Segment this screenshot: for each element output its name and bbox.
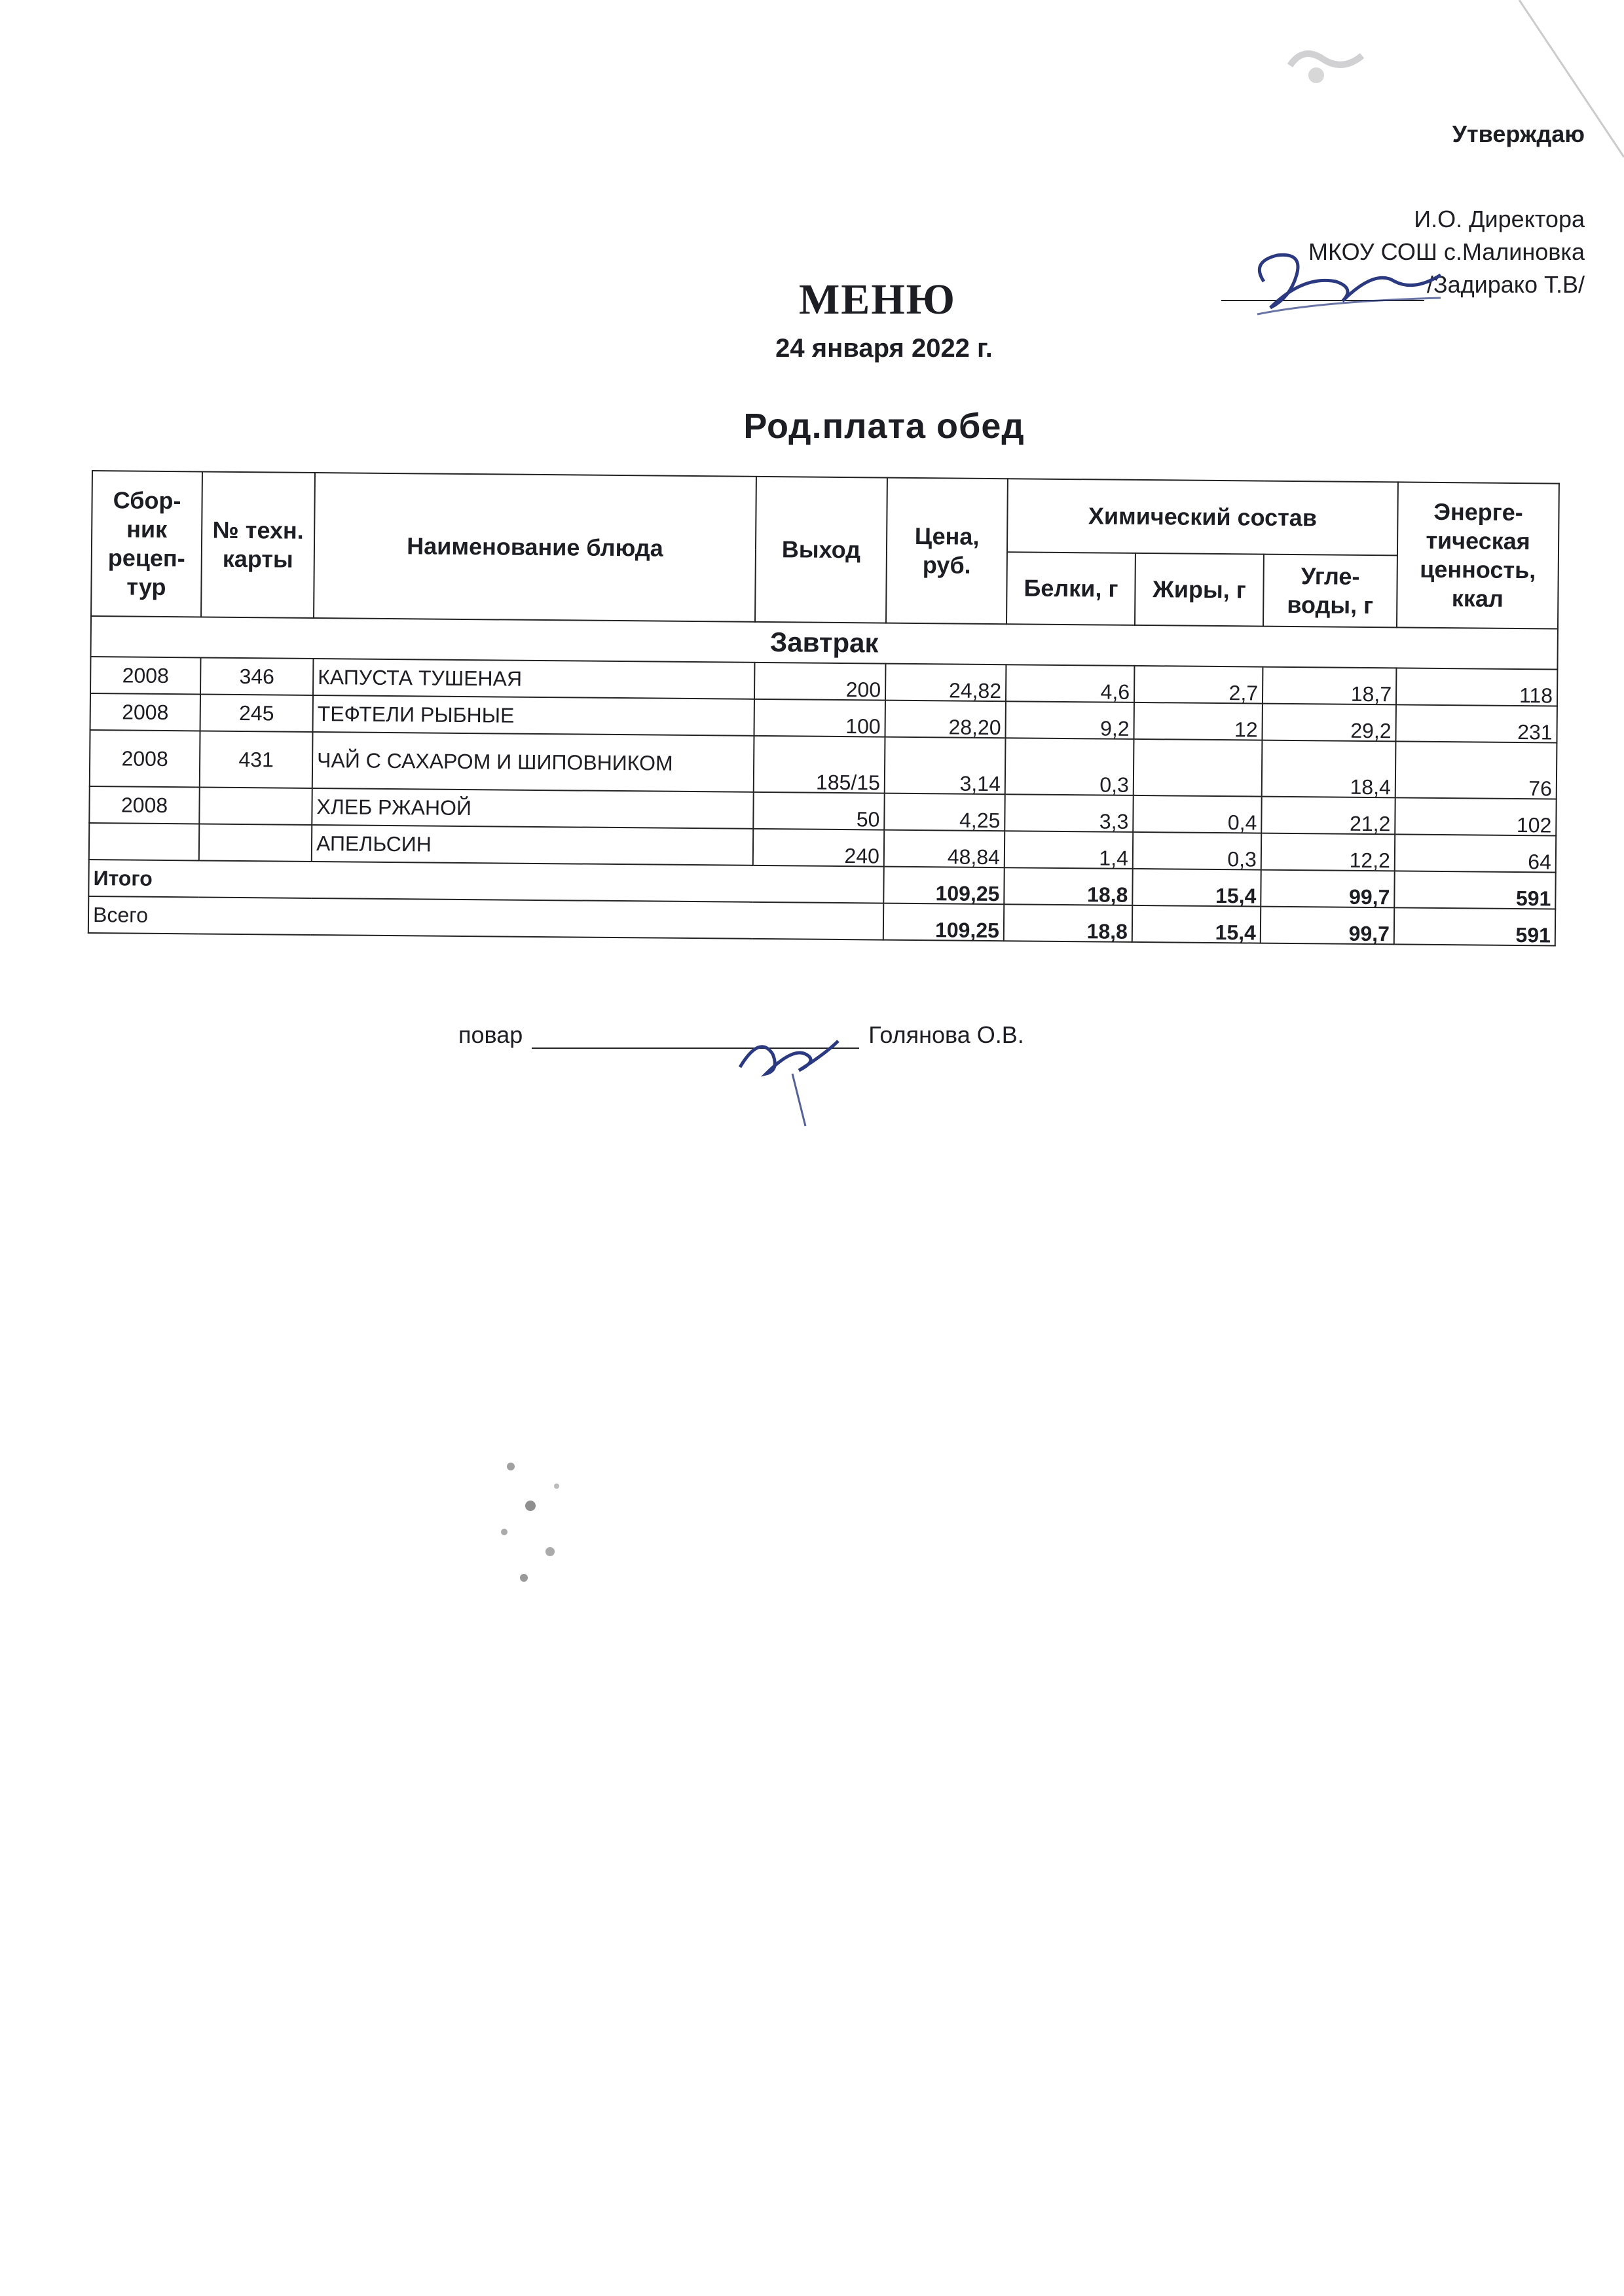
cell-card: 346 [200,657,313,695]
cell-collection: 2008 [90,693,200,731]
col-collection: Сбор-ник рецеп-тур [91,471,202,617]
col-proteins: Белки, г [1006,552,1135,625]
col-fats: Жиры, г [1135,553,1264,627]
cell-proteins: 3,3 [1005,794,1133,832]
cell-yield: 200 [754,663,885,701]
cell-energy: 231 [1395,704,1557,742]
col-chem: Химический состав [1007,479,1398,555]
subtotal-carbs: 99,7 [1261,870,1394,908]
director-signature [1244,236,1454,334]
cell-proteins: 9,2 [1005,701,1134,739]
cell-energy: 64 [1395,834,1556,872]
cell-fats: 0,4 [1133,795,1261,833]
approval-position: И.О. Директора [1414,206,1585,232]
cell-proteins: 0,3 [1005,738,1134,795]
cell-proteins: 1,4 [1005,831,1133,869]
cell-carbs: 18,4 [1262,740,1396,798]
cell-carbs: 18,7 [1263,667,1396,705]
cook-signature [720,1008,851,1139]
cell-dish: ТЕФТЕЛИ РЫБНЫЕ [313,695,754,736]
total-fats: 15,4 [1132,905,1261,943]
scan-smudge-middle [471,1427,589,1597]
cell-dish: АПЕЛЬСИН [312,825,753,866]
cell-dish: ХЛЕБ РЖАНОЙ [312,788,753,829]
table-header-row [92,471,1559,557]
cell-yield: 50 [753,792,884,830]
document-subtitle: Род.плата обед [743,407,1025,446]
cell-fats: 0,3 [1133,832,1261,870]
approval-title: Утверждаю [1452,120,1585,147]
total-proteins: 18,8 [1004,904,1132,942]
cell-price: 3,14 [885,737,1006,795]
cell-collection: 2008 [90,657,200,694]
section-title: Завтрак [91,616,1558,670]
cell-price: 48,84 [884,830,1005,868]
cell-price: 28,20 [885,701,1005,738]
cell-card: 431 [200,731,313,788]
cell-fats: 12 [1134,702,1262,740]
cook-name: Голянова О.В. [868,1021,1024,1048]
document-date: 24 января 2022 г. [775,334,993,363]
col-card-no: № техн. карты [201,471,315,617]
cell-yield: 100 [754,699,885,737]
cell-yield: 240 [753,829,884,867]
cell-fats [1134,739,1263,797]
cell-energy: 76 [1395,741,1557,799]
cell-price: 24,82 [885,664,1006,702]
cell-proteins: 4,6 [1006,665,1134,702]
approval-name: /Задирако Т.В/ [1426,271,1585,298]
cell-collection: 2008 [90,730,200,787]
cell-dish: ЧАЙ С САХАРОМ И ШИПОВНИКОМ [312,732,754,792]
menu-table [88,470,1560,947]
subtotal-label: Итого [88,860,883,903]
cell-carbs: 12,2 [1261,833,1395,871]
total-carbs: 99,7 [1261,907,1394,945]
cell-carbs: 29,2 [1262,704,1395,742]
scan-smudge-top [1277,39,1382,92]
document-title: МЕНЮ [799,276,956,323]
cell-yield: 185/15 [754,736,885,793]
cell-collection [89,823,199,860]
cell-collection: 2008 [89,786,199,824]
cell-energy: 102 [1395,797,1556,835]
col-carbs: Угле-воды, г [1263,555,1397,628]
total-energy: 591 [1394,907,1555,945]
cell-fats: 2,7 [1134,666,1263,704]
cell-price: 4,25 [884,793,1005,831]
total-label: Всего [88,896,883,940]
subtotal-energy: 591 [1394,871,1555,909]
subtotal-price: 109,25 [883,867,1004,905]
cell-card: 245 [200,694,313,731]
cell-energy: 118 [1396,668,1557,706]
menu-table-wrapper [88,470,1559,947]
cell-card [199,824,312,861]
cell-card [199,787,312,824]
col-energy: Энерге-тическая ценность, ккал [1397,482,1559,629]
col-dish: Наименование блюда [314,473,756,622]
col-yield: Выход [755,477,887,623]
subtotal-proteins: 18,8 [1004,867,1132,905]
approval-organization: МКОУ СОШ с.Малиновка [1308,238,1585,265]
total-price: 109,25 [883,903,1004,941]
col-price: Цена, руб. [886,478,1008,625]
cook-role: повар [458,1021,523,1048]
cell-dish: КАПУСТА ТУШЕНАЯ [313,659,754,699]
subtotal-fats: 15,4 [1132,869,1261,907]
cell-carbs: 21,2 [1261,797,1395,835]
